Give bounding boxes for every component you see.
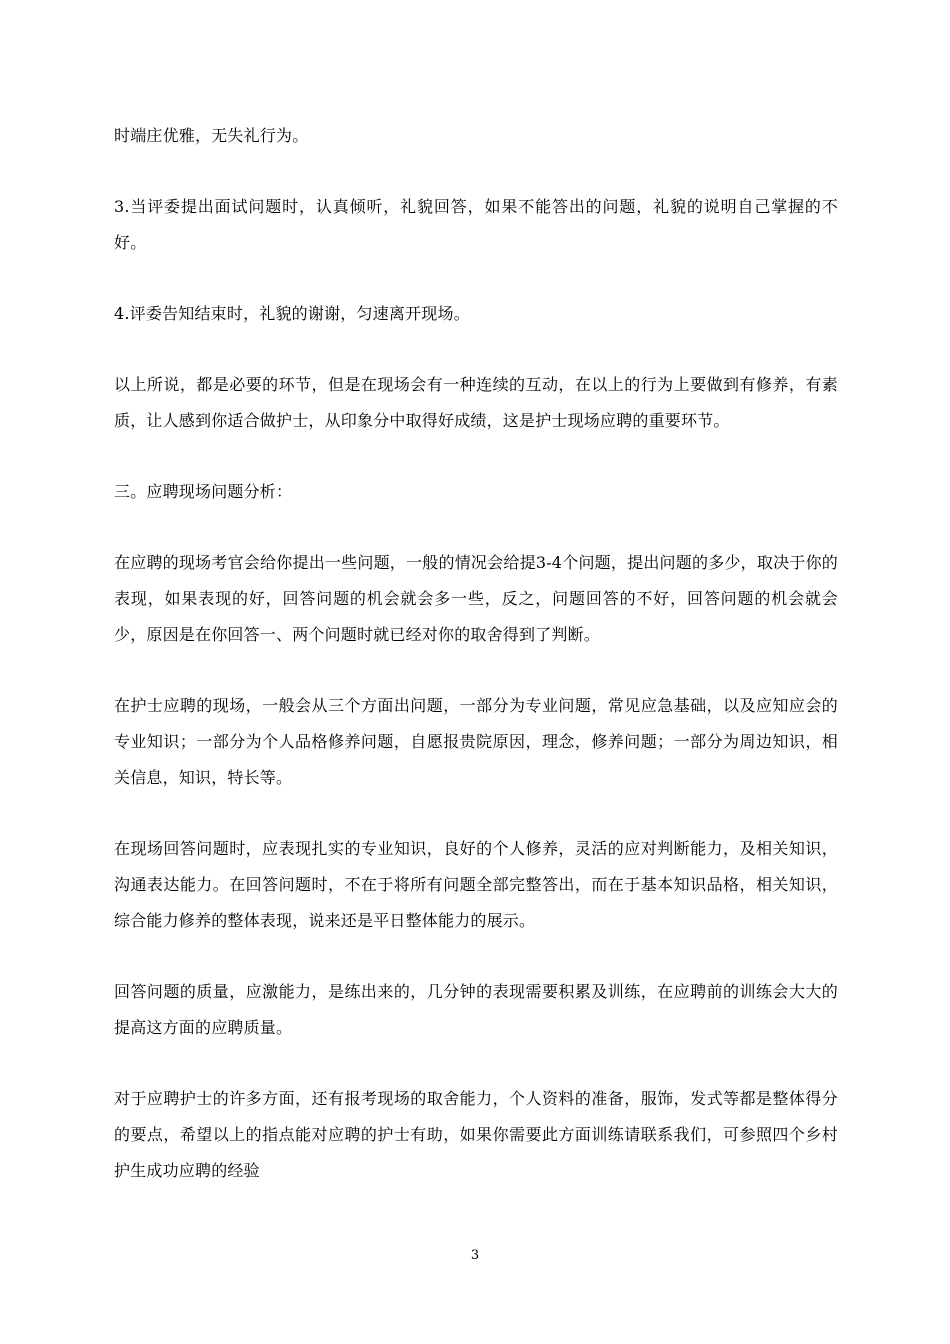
paragraph-10: 对于应聘护士的许多方面，还有报考现场的取舍能力，个人资料的准备，服饰，发式等都是整体得分的要点，希望以上的指点能对应聘的护士有助，如果你需要此方面训练请联系我们，可参照四个乡村护生成功应聘的经验: [114, 1089, 838, 1180]
paragraph-8: 在现场回答问题时，应表现扎实的专业知识，良好的个人修养，灵活的应对判断能力，及相关知识，沟通表达能力。在回答问题时，不在于将所有问题全部完整答出，而在于基本知识品格，相关知识，综合能力修养的整体表现，说来还是平日整体能力的展示。: [114, 839, 838, 930]
paragraph-9: 回答问题的质量，应激能力，是练出来的，几分钟的表现需要积累及训练，在应聘前的训练会大大的提高这方面的应聘质量。: [114, 982, 838, 1037]
page-number: 3: [470, 1248, 480, 1263]
paragraph-4: 以上所说，都是必要的环节，但是在现场会有一种连续的互动，在以上的行为上要做到有修养，有素质，让人感到你适合做护士，从印象分中取得好成绩，这是护士现场应聘的重要环节。: [114, 375, 838, 430]
paragraph-3: 4.评委告知结束时，礼貌的谢谢，匀速离开现场。: [114, 304, 470, 323]
paragraph-7: 在护士应聘的现场，一般会从三个方面出问题，一部分为专业问题，常见应急基础，以及应知应会的专业知识；一部分为个人品格修养问题，自愿报贵院原因，理念，修养问题；一部分为周边知识，相关信息，知识，特长等。: [114, 696, 838, 787]
document-body: [114, 118, 838, 1189]
paragraph-1: 时端庄优雅，无失礼行为。: [114, 126, 309, 145]
paragraph-2: 3.当评委提出面试问题时，认真倾听，礼貌回答，如果不能答出的问题，礼貌的说明自己掌握的不好。: [114, 197, 838, 252]
section-heading: 三。应聘现场问题分析：: [114, 482, 293, 501]
paragraph-6: 在应聘的现场考官会给你提出一些问题，一般的情况会给提3-4个问题，提出问题的多少，取决于你的表现，如果表现的好，回答问题的机会就会多一些，反之，问题回答的不好，回答问题的机会就会少，原因是在你回答一、两个问题时就已经对你的取舍得到了判断。: [114, 553, 838, 644]
